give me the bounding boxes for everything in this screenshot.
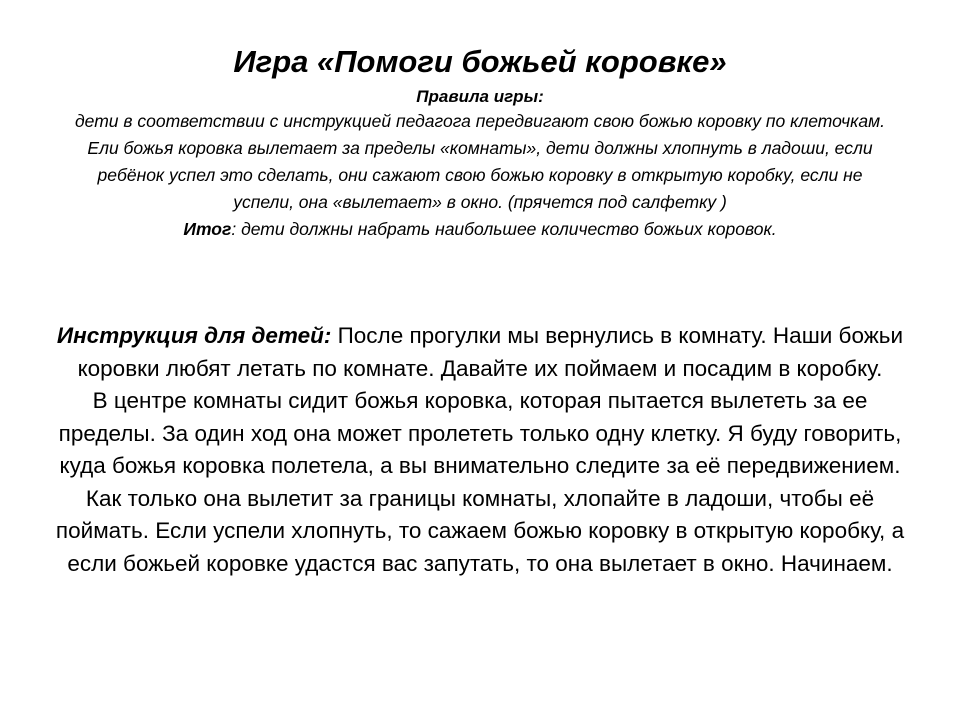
rules-text: дети в соответствии с инструкцией педагога передвигают свою божью коровку по клеточкам. Ели божья коровка вылетает за пределы «комнаты», дети должны хлопнуть в ладоши, если ребёнок успел это сделать, они сажают свою божью коровку в открытую коробку, если не успели, она «вылетает» в окно. (прячется под салфетку ) xyxy=(75,111,885,212)
rules-heading: Правила игры: xyxy=(416,87,544,106)
instruction-intro: После прогулки мы вернулись в комнату. Наши божьи коровки любят летать по комнате. Давайте их поймаем и посадим в коробку. xyxy=(77,323,904,381)
result-text: : дети должны набрать наибольшее количество божьих коровок. xyxy=(231,219,777,239)
result-label: Итог xyxy=(183,219,232,239)
instruction-label: Инструкция для детей: xyxy=(56,323,332,348)
result-line xyxy=(70,216,890,243)
instruction-block xyxy=(55,320,905,580)
page-title: Игра «Помоги божьей коровке» xyxy=(233,44,727,79)
instruction-body: В центре комнаты сидит божья коровка, которая пытается вылететь за ее пределы. За один ход она может пролететь только одну клетку. Я буду говорить, куда божья коровка полетела, а вы внимательно следите за её передвижением. Как только она вылетит за границы комнаты, хлопайте в ладоши, чтобы её поймать. Если успели хлопнуть, то сажаем божью коровку в открытую коробку, а если божьей коровке удастся вас запутать, то она вылетает в окно. Начинаем. xyxy=(55,388,905,576)
rules-block xyxy=(70,40,890,243)
instruction-intro-paragraph xyxy=(55,320,905,385)
